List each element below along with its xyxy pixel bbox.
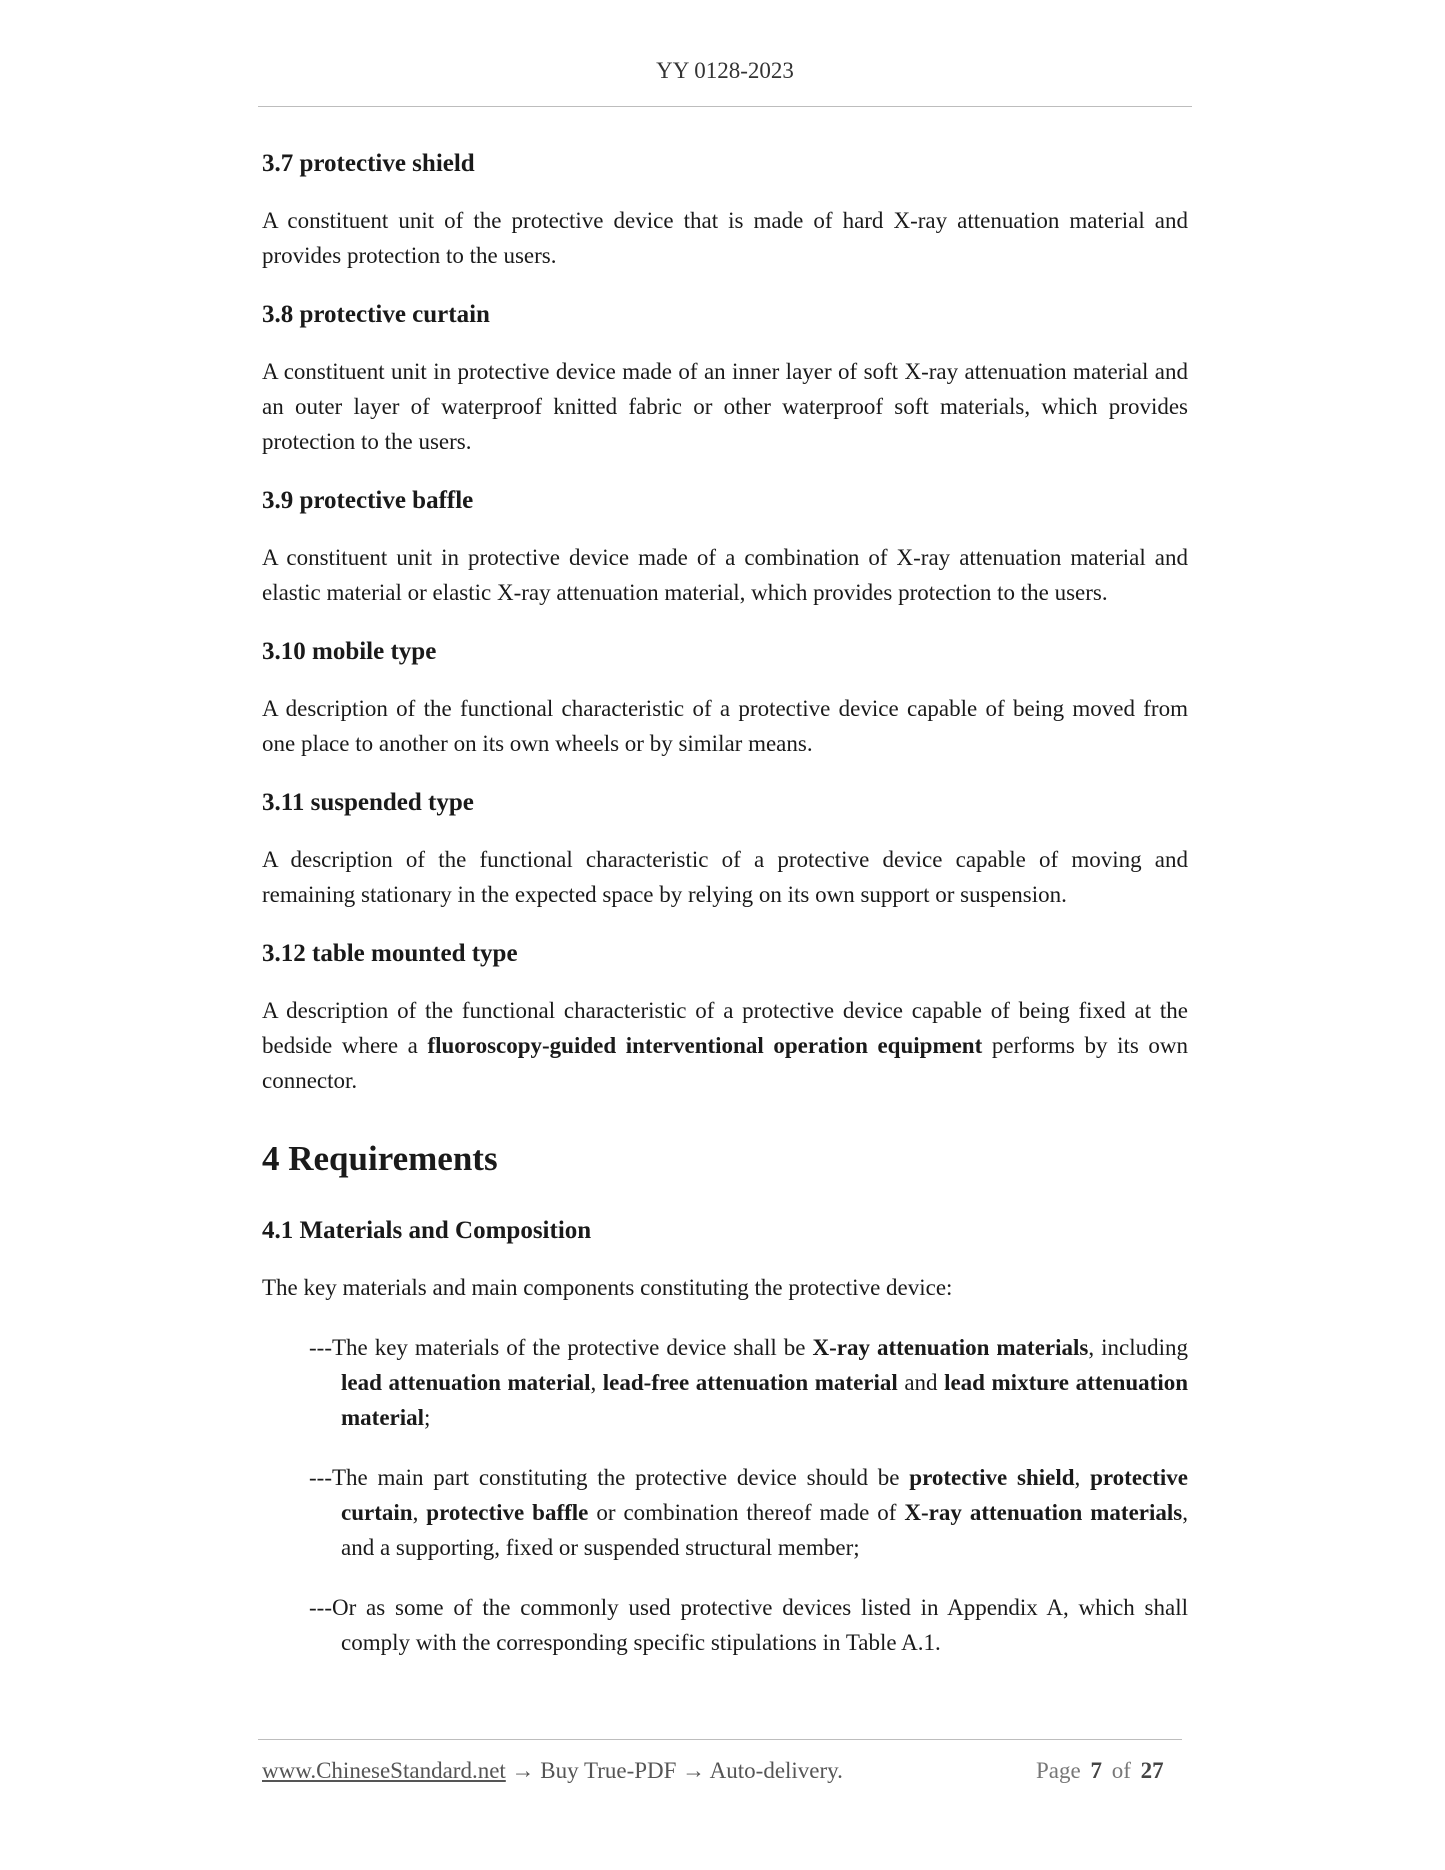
section-3-12-heading: 3.12 table mounted type: [262, 940, 518, 967]
page-content: [262, 147, 1188, 1660]
section-3-8-text: A constituent unit in protective device made of an inner layer of soft X-ray attenuation material and an outer layer of waterproof knitted fabric or other waterproof soft materials, which provides protection to the users.: [262, 359, 1188, 454]
section-3-9-text: A constituent unit in protective device made of a combination of X-ray attenuation material and elastic material or elastic X-ray attenuation material, which provides protection to the users.: [262, 545, 1188, 605]
list-item: ---The main part constituting the protective device should be protective shield, protective curtain, protective baffle or combination thereof made of X-ray attenuation materials, and a supporting, fixed or suspended structural member;: [309, 1465, 1188, 1560]
section-3-9-heading: 3.9 protective baffle: [262, 487, 474, 514]
footer-divider: [258, 1739, 1182, 1740]
section-3-11-heading: 3.11 suspended type: [262, 789, 474, 816]
list-item: ---Or as some of the commonly used protective devices listed in Appendix A, which shall comply with the corresponding specific stipulations in Table A.1.: [309, 1595, 1188, 1655]
page-header-title: YY 0128-2023: [656, 58, 794, 83]
section-3-7-text: A constituent unit of the protective device that is made of hard X-ray attenuation material and provides protection to the users.: [262, 208, 1188, 268]
section-3-11-text: A description of the functional characteristic of a protective device capable of moving and remaining stationary in the expected space by relying on its own support or suspension.: [262, 847, 1188, 907]
page-number: Page 7 of 27: [1036, 1758, 1164, 1783]
section-4-1-heading: 4.1 Materials and Composition: [262, 1217, 592, 1244]
chinesestandard-link[interactable]: www.ChineseStandard.net: [262, 1758, 506, 1783]
list-item: ---The key materials of the protective device shall be X-ray attenuation materials, including lead attenuation material, lead-free attenuation material and lead mixture attenuation material;: [309, 1335, 1189, 1430]
term-fluoroscopy-equipment: fluoroscopy-guided interventional operation equipment: [427, 1033, 983, 1058]
chapter-4-heading: 4 Requirements: [262, 1139, 498, 1178]
footer-promo: [262, 1758, 843, 1784]
section-3-10-text: A description of the functional characteristic of a protective device capable of being moved from one place to another on its own wheels or by similar means.: [262, 696, 1188, 756]
header-divider: [258, 106, 1192, 107]
section-3-10-heading: 3.10 mobile type: [262, 638, 437, 665]
section-4-1-intro: The key materials and main components constituting the protective device:: [262, 1275, 953, 1300]
section-3-8-heading: 3.8 protective curtain: [262, 301, 490, 328]
footer-tail: → Buy True-PDF → Auto-delivery.: [505, 1758, 843, 1783]
section-3-12-text: A description of the functional characteristic of a protective device capable of being fixed at the bedside where a fluoroscopy-guided interventional operation equipment performs by its own connector.: [262, 998, 1189, 1093]
section-3-7-heading: 3.7 protective shield: [262, 150, 475, 177]
